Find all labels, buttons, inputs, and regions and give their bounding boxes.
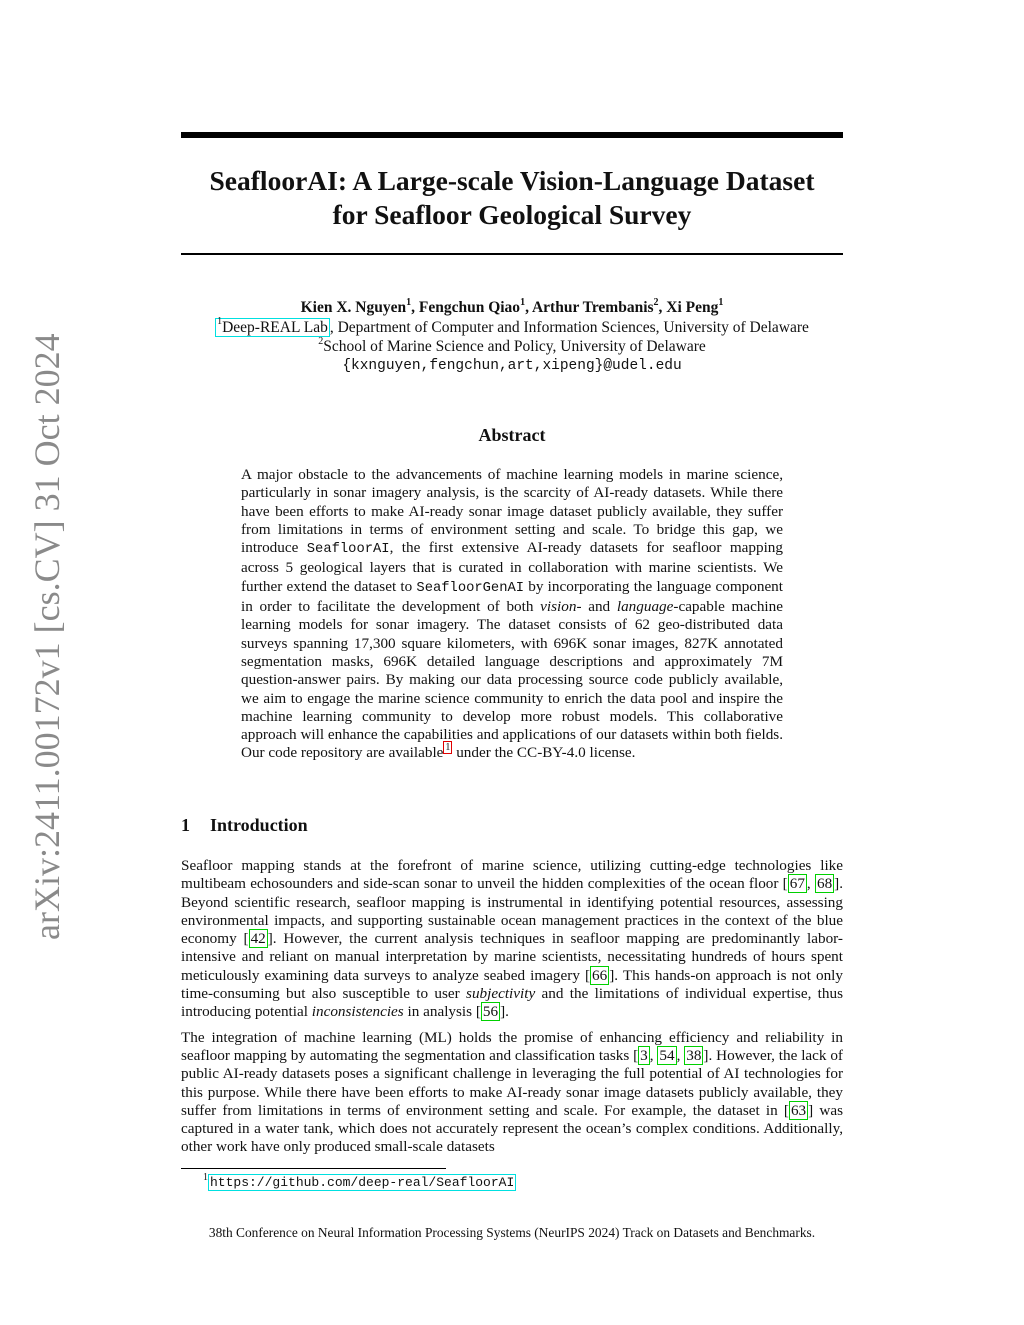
title-line-2: for Seafloor Geological Survey	[332, 199, 692, 230]
body-text: ]. This hands-on approach is not only time-consuming but also susceptible to user	[181, 966, 843, 1003]
body-text: ]. However, the current analysis techniques in seafloor mapping are predominantly labor-intensive and reliant on manual interpretation by marine scientists, necessitating hundreds of hours spent meticulously examining data surveys to analyze seabed imagery [	[181, 930, 843, 984]
citation-link[interactable]: 38	[686, 1046, 702, 1064]
introduction-body	[181, 857, 843, 1164]
author-names: Kien X. Nguyen$^1$, Fengchun Qiao$^1$, Arthur Trembanis$^2$, Xi Peng$^1$	[300, 296, 724, 316]
abstract-paragraph	[241, 466, 783, 763]
repository-link[interactable]: https://github.com/deep-real/SeafloorAI	[210, 1175, 515, 1190]
author-name: Kien X. Nguyen	[300, 299, 407, 316]
author-name: Fengchun Qiao	[418, 299, 521, 316]
abstract-text: -capable machine learning models for sonar imagery. The dataset consists of 62 geo-distributed data surveys spanning 17,300 square kilometers, with 696K sonar images, 827K annotated segmentation masks, 696K detailed language descriptions and approximately 7M question-answer pairs. By making our data processing source code publicly available, we aim to engage the marine science community to enrich the data pool and inspire the machine learning community to develop more robust models. This collaborative approach will enhance the capabilities and applications of our datasets within both fields. Our code repository are available	[241, 598, 783, 762]
body-paragraph	[181, 857, 843, 1022]
affiliation-2-text: School of Marine Science and Policy, University of Delaware	[323, 338, 706, 355]
body-text: ,	[649, 1046, 658, 1064]
affiliation-2	[150, 337, 874, 357]
body-emphasis: inconsistencies	[311, 1003, 404, 1021]
abstract-heading: Abstract	[478, 425, 546, 445]
citation-link[interactable]: 54	[659, 1046, 675, 1064]
author-name: Xi Peng	[666, 299, 719, 316]
footnote	[203, 1173, 516, 1192]
abstract-text: A major obstacle to the advancements of machine learning models in marine science, particularly in sonar imagery analysis, is the scarcity of AI-ready datasets. While there have been efforts to make AI-ready sonar image dataset publicly available, they suffer from limitations in terms of environment setting and scale. To bridge this gap, we introduce	[241, 466, 783, 557]
abstract-text: under the CC-BY-4.0 license.	[452, 744, 636, 762]
body-emphasis: subjectivity	[466, 985, 536, 1003]
author-name: Arthur Trembanis	[531, 299, 654, 316]
title-top-rule	[181, 132, 843, 138]
lab-link[interactable]	[215, 318, 330, 337]
body-text: and the limitations of individual expertise, thus introducing potential	[181, 985, 843, 1021]
body-text: ,	[806, 875, 815, 893]
footnote-rule	[181, 1168, 446, 1169]
body-paragraph	[181, 1029, 843, 1157]
body-text: ,	[676, 1046, 685, 1064]
author-affiliation-mark: 2	[653, 296, 659, 308]
citation-link[interactable]: 56	[482, 1003, 499, 1021]
paper-title	[181, 164, 843, 232]
citation-link[interactable]: 66	[592, 966, 608, 984]
body-text: ].	[500, 1003, 509, 1021]
footnote-mark: 1	[203, 1171, 208, 1183]
section-heading	[181, 814, 308, 836]
body-text: Seafloor mapping stands at the forefront of marine science, utilizing cutting-edge technologies like multibeam echosounders and side-scan sonar to unveil the hidden complexities of the ocean floor [	[181, 857, 843, 893]
author-block	[150, 298, 874, 376]
dataset-name-code: SeafloorGenAI	[416, 580, 525, 596]
section-title: Introduction	[210, 815, 308, 835]
abstract-text: - and	[576, 598, 617, 616]
body-text: The integration of machine learning (ML) holds the promise of enhancing efficiency and reliability in seafloor mapping by automating the segmentation and classification tasks [	[181, 1028, 843, 1064]
lab-link-text: Deep-REAL Lab	[222, 318, 328, 336]
abstract-emphasis: language	[616, 598, 674, 616]
abstract-text: , the first extensive AI-ready datasets for seafloor mapping across 5 geological layers that is curated in collaboration with marine scientists. We further extend the dataset to	[241, 539, 783, 595]
affiliation-mark: 1	[217, 316, 223, 328]
body-text: ] was captured in a water tank, which does not accurately represent the ocean’s complex conditions. Additionally, other work have only produced small-scale datasets	[181, 1101, 843, 1156]
dataset-name-code: SeafloorAI	[306, 542, 390, 558]
affiliation-1	[150, 318, 874, 338]
author-emails: {kxnguyen,fengchun,art,xipeng}@udel.edu	[342, 357, 682, 374]
title-bottom-rule	[181, 253, 843, 255]
citation-link[interactable]: 68	[816, 875, 833, 893]
arxiv-identifier: arXiv:2411.00172v1 [cs.CV] 31 Oct 2024	[27, 333, 67, 940]
author-affiliation-mark: 1	[520, 296, 526, 308]
abstract-body	[241, 466, 783, 763]
section-number: 1	[181, 815, 190, 835]
citation-link[interactable]: 63	[790, 1101, 807, 1119]
title-line-1: SeafloorAI: A Large-scale Vision-Language Dataset	[209, 165, 815, 196]
abstract-emphasis: vision	[540, 598, 577, 616]
abstract-text: by incorporating the language component in order to facilitate the development of both	[241, 577, 783, 616]
affiliation-1-text: , Department of Computer and Information Sciences, University of Delaware	[329, 318, 809, 336]
affiliation-mark: 2	[318, 335, 324, 347]
citation-link[interactable]: 3	[640, 1046, 648, 1064]
footnote-link[interactable]: 1	[445, 742, 451, 754]
venue-footer: 38th Conference on Neural Information Processing Systems (NeurIPS 2024) Track on Datasets and Benchmarks.	[208, 1225, 816, 1240]
body-text: ]. Beyond scientific research, seafloor mapping is instrumental in identifying potential resources, assessing environmental impacts, and supporting sustainable ocean management practices in the context of the blue economy [	[181, 875, 844, 948]
citation-link[interactable]: 67	[789, 875, 805, 893]
body-text: in analysis [	[403, 1003, 481, 1021]
author-affiliation-mark: 1	[406, 296, 412, 308]
citation-link[interactable]: 42	[250, 930, 266, 948]
body-text: ]. However, the lack of public AI-ready datasets poses a significant challenge in leveraging the full potential of AI technologies for this purpose. While there have been efforts to make AI-ready sonar image datasets publicly available, they suffer from limitations in terms of environment setting and scale. For example, the dataset in [	[181, 1046, 843, 1119]
author-affiliation-mark: 1	[718, 296, 724, 308]
